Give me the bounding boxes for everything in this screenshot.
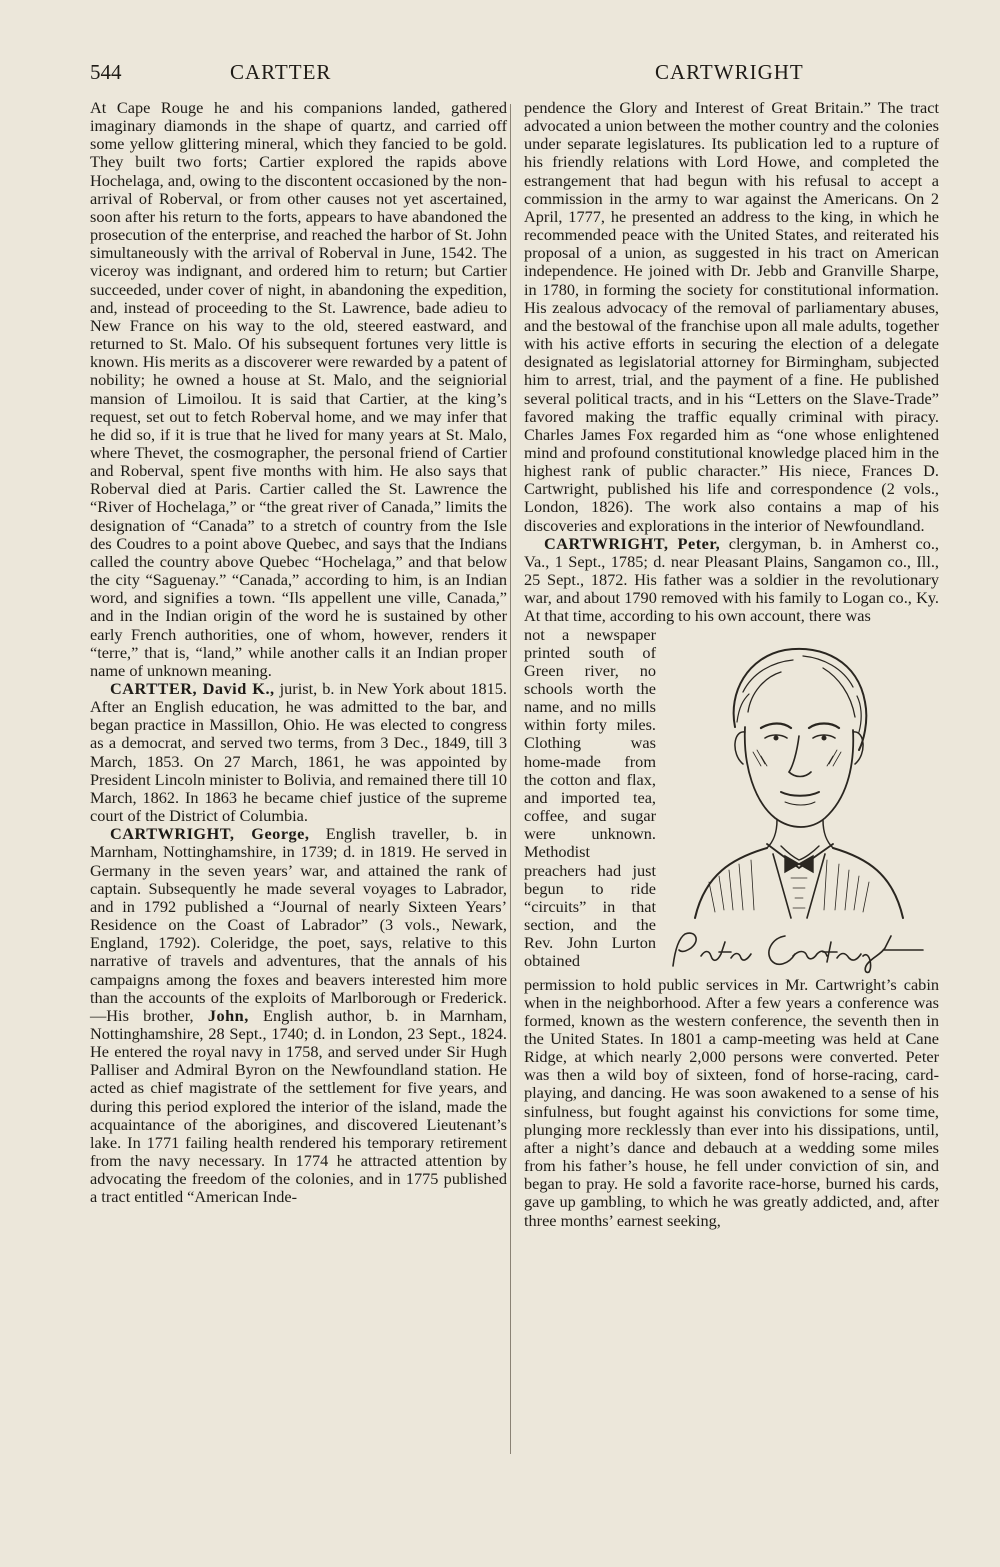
- headword-cartwright-peter: CARTWRIGHT, Peter,: [544, 533, 721, 553]
- john-continuation: pendence the Glory and Interest of Great Britain.” The tract advocated a union between the mother country and the colonies under separate legislatures. Its publication led to a rupture of his friendly relations with Lord Howe, and completed the estrangement that had begun with his refusal to accept a commission in the army to war against the Americans. On 2 April, 1777, he presented an address to the king, in which he recommended peace with the United States, and reiterated his proposal of a union, as suggested in his tract on American independence. He joined with Dr. Jebb and Granville Sharpe, in 1780, in forming the society for constitutional information. His zealous advocacy of the removal of parliamentary abuses, and the bestowal of the franchise upon all male adults, together with his active efforts in securing the election of a delegate designated as legislatorial attorney for Birmingham, subjected him to arrest, trial, and the payment of a fine. He published several political tracts, and in his “Letters on the Slave-Trade” favored making the traffic equally criminal with piracy. Charles James Fox regarded him as “one whose enlightened mind and profound constitutional knowledge placed him in the highest rank of public character.” His niece, Frances D. Cartwright, published his life and correspondence (2 vols., London, 1826). The work also contains a map of his discoveries and explorations in the interior of Newfoundland.: [524, 98, 939, 535]
- entry-cartwright-george: [90, 825, 507, 1206]
- running-head-right: CARTWRIGHT: [655, 60, 804, 84]
- left-column: [90, 99, 507, 1207]
- cartier-continuation: At Cape Rouge he and his companions landed, gathered imaginary diamonds in the shape of quartz, and carried off some yellow glittering mineral, which they fancied to be gold. They built two forts; Cartier explored the rapids above Hochelaga, and, owing to the discontent occasioned by the non-arrival of Roberval, or from other causes not yet ascertained, soon after his return to the forts, appears to have abandoned the prosecution of the enterprise, and reached the harbor of St. John simultaneously with the arrival of Roberval in June, 1542. The viceroy was indignant, and ordered him to return; but Cartier succeeded, under cover of night, in abandoning the expedition, and, instead of proceeding to the St. Lawrence, bade adieu to New France on his way to the old, steered eastward, and returned to St. Malo. Of his subsequent fortunes very little is known. His merits as a discoverer were rewarded by a patent of nobility; he owned a house at St. Malo, and the seigniorial mansion of Limoilou. It is said that Cartier, at the king’s request, set out to fetch Roberval home, and we may infer that he did so, if it is true that he lived for many years at St. Malo, where Thevet, the cosmographer, the personal friend of Cartier and Roberval, spent five months with him. He also says that Roberval died at Paris. Cartier called the St. Lawrence the “River of Hochelaga,” or “the great river of Canada,” limits the designation of “Canada” to a stretch of country from the Isle des Coudres to a point above Quebec, and says that the Indians called the country above Quebec “Hochelaga,” and that below the city “Saguenay.” “Canada,” according to him, is an Indian word, and signifies a town. “Ils appellent une ville, Canada,” and in the Indian origin of the word he is sustained by other early French authorities, one of whom, however, renders it “terre,” that is, “land,” while another calls it an Indian proper name of unknown meaning.: [90, 98, 507, 680]
- right-column: [524, 99, 939, 1230]
- signature-icon: [665, 926, 930, 976]
- column-divider: [510, 104, 511, 1454]
- entry-cartter: [90, 680, 507, 825]
- entry-peter-text: clergyman, b. in Amherst co., Va., 1 Sept., 1785; d. near Pleasant Plains, Sangamon co., Ill., 25 Sept., 1872. His father was a soldier in the revolutionary war, and about 1790 removed with his family to Logan co., Ky. At that time, according to his own account, there was: [524, 533, 939, 626]
- page-number: 544: [90, 60, 122, 84]
- headword-cartwright-george: CARTWRIGHT, George,: [110, 824, 310, 844]
- entry-cartwright-peter: [524, 535, 939, 626]
- headword-john: John,: [207, 1005, 249, 1025]
- entry-george-text: English traveller, b. in Marnham, Nottinghamshire, in 1739; d. in 1819. He served in Germany in the seven years’ war, and attained the rank of captain. Subsequently he made several voyages to Labrador, and in 1792 published a “Journal of nearly Sixteen Years’ Residence on the Coast of Labrador” (3 vols., Newark, England, 1792). Coleridge, the poet, says, relative to this narrative of travels and adventures, that the annals of his campaigns among the foxes and beavers interested him more than the accounts of the exploits of Marlborough or Frederick.—His brother,: [90, 824, 507, 1025]
- entry-john-text: English author, b. in Marnham, Nottinghamshire, 28 Sept., 1740; d. in London, 23 Sept., 1824. He entered the royal navy in 1758, and served under Sir Hugh Palliser and Admiral Byron on the Newfoundland station. He acted as chief magistrate of the settlement for five years, and during this period explored the interior of the island, made the acquaintance of the aborigines, and discovered Lieutenant’s lake. In 1771 failing health rendered his temporary retirement from the navy necessary. In 1774 he attracted attention by advocating the freedom of the colonies, and in 1775 published a tract entitled “American Inde-: [90, 1005, 508, 1207]
- portrait-wrap: [656, 626, 939, 976]
- headword-cartter: CARTTER, David K.,: [110, 679, 275, 698]
- engraved-portrait-icon: [673, 632, 923, 922]
- narrow-text-column: not a newspaper printed south of Green river, no schools worth the name, and no mills within forty miles. Clothing was home-made from the cotton and flax, and imported tea, coffee, and sugar were unknown. Methodist preachers had just begun to ride “circuits” in that section, and the Rev. John Lurton obtained: [524, 624, 656, 971]
- running-head-left: CARTTER: [230, 60, 332, 84]
- portrait-block: [524, 626, 939, 976]
- entry-cartter-text: jurist, b. in New York about 1815. After an English education, he was admitted to the bar, and began practice in Massillon, Ohio. He was elected to congress as a democrat, and served two terms, from 3 Dec., 1849, till 3 March, 1853. On 27 March, 1861, he was appointed by President Lincoln minister to Bolivia, and remained there till 10 March, 1862. In 1863 he became chief justice of the supreme court of the District of Columbia.: [90, 679, 507, 826]
- entry-peter-continued: permission to hold public services in Mr. Cartwright’s cabin when in the neighborhood. After a few years a conference was formed, known as the western conference, the seventh then in the United States. In 1801 a camp-meeting was held at Cane Ridge, at which nearly 2,000 persons were converted. Peter was then a wild boy of sixteen, fond of horse-racing, card-playing, and dancing. He was soon awakened to a sense of his sinfulness, but fought against his convictions for some time, plunging more recklessly than ever into his dissipations, until, after a night’s dance and debauch at a wedding some miles from his father’s house, he fell under conviction of sin, and began to pray. He sold a favorite race-horse, burned his cards, gave up gambling, to which he was greatly addicted, and, after three months’ earnest seeking,: [524, 974, 939, 1230]
